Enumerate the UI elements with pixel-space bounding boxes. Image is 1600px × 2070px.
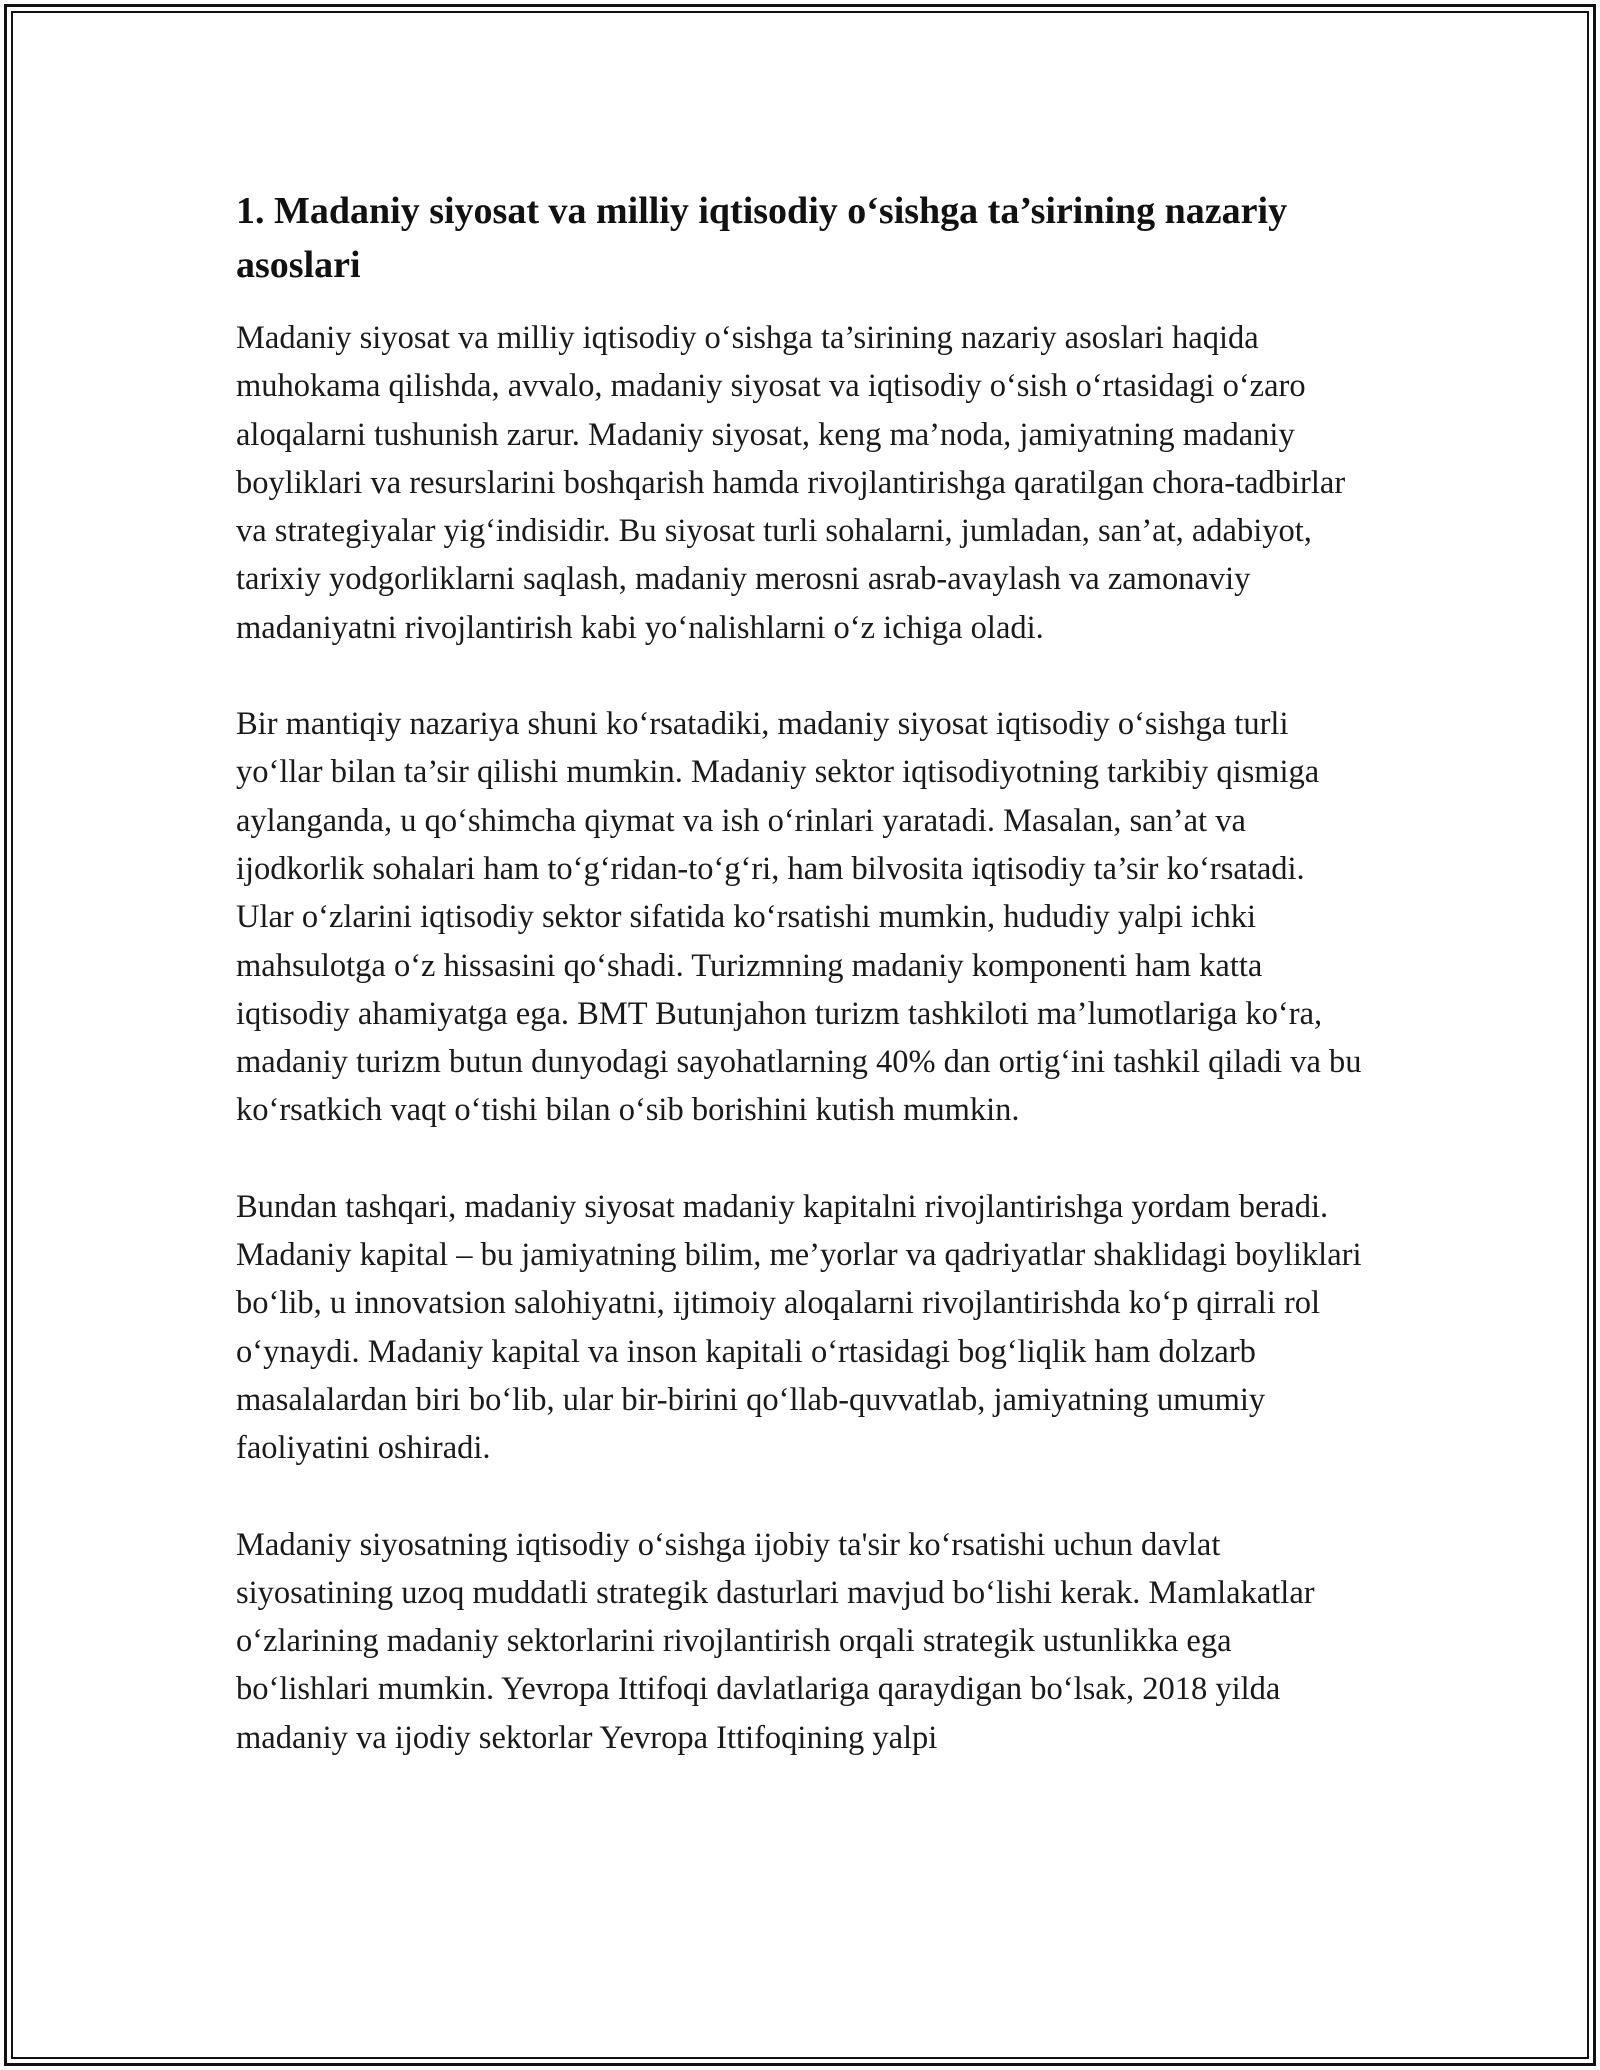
paragraph-3: Bundan tashqari, madaniy siyosat madaniy kapitalni rivojlantirishga yordam beradi. Madaniy kapital – bu jamiyatning bilim, me’yorlar va qadriyatlar shaklidagi boyliklari bo‘lib, u innovatsion salohiyatni, ijtimoiy aloqalarni rivojlantirishda ko‘p qirrali rol o‘ynaydi. Madaniy kapital va inson kapitali o‘rtasidagi bog‘liqlik ham dolzarb masalalardan biri bo‘lib, ular bir-birini qo‘llab-quvvatlab, jamiyatning umumiy faoliyatini oshiradi. — [236, 1188, 1362, 1467]
paragraph-2: Bir mantiqiy nazariya shuni ko‘rsatadiki, madaniy siyosat iqtisodiy o‘sishga turli yo‘llar bilan ta’sir qilishi mumkin. Madaniy sektor iqtisodiyotning tarkibiy qismiga aylanganda, u qo‘shimcha qiymat va ish o‘rinlari yaratadi. Masalan, san’at va ijodkorlik sohalari ham to‘g‘ridan-to‘g‘ri, ham bilvosita iqtisodiy ta’sir ko‘rsatadi. Ular o‘zlarini iqtisodiy sektor sifatida ko‘rsatishi mumkin, hududiy yalpi ichki mahsulotga o‘z hissasini qo‘shadi. Turizmning madaniy komponenti ham katta iqtisodiy ahamiyatga ega. BMT Butunjahon turizm tashkiloti ma’lumotlariga ko‘ra, madaniy turizm butun dunyodagi sayohatlarning 40% dan ortig‘ini tashkil qiladi va bu ko‘rsatkich vaqt o‘tishi bilan o‘sib borishini kutish mumkin. — [236, 706, 1362, 1129]
paragraph-4: Madaniy siyosatning iqtisodiy o‘sishga ijobiy ta'sir ko‘rsatishi uchun davlat siyosatining uzoq muddatli strategik dasturlari mavjud bo‘lishi kerak. Mamlakatlar o‘zlarining madaniy sektorlarini rivojlantirish orqali strategik ustunlikka ega bo‘lishlari mumkin. Yevropa Ittifoqi davlatlariga qaraydigan bo‘lsak, 2018 yilda madaniy va ijodiy sektorlar Yevropa Ittifoqining yalpi — [236, 1526, 1315, 1756]
section-heading: 1. Madaniy siyosat va milliy iqtisodiy o‘sishga ta’sirining nazariy asoslari — [236, 190, 1288, 286]
paragraph-1: Madaniy siyosat va milliy iqtisodiy o‘sishga ta’sirining nazariy asoslari haqida muhokama qilishda, avvalo, madaniy siyosat va iqtisodiy o‘sish o‘rtasidagi o‘zaro aloqalarni tushunish zarur. Madaniy siyosat, keng ma’noda, jamiyatning madaniy boyliklari va resurslarini boshqarish hamda rivojlantirishga qaratilgan chora-tadbirlar va strategiyalar yig‘indisidir. Bu siyosat turli sohalarni, jumladan, san’at, adabiyot, tarixiy yodgorliklarni saqlash, madaniy merosni asrab-avaylash va zamonaviy madaniyatni rivojlantirish kabi yo‘nalishlarni o‘z ichiga oladi. — [236, 320, 1346, 646]
document-body — [236, 184, 1366, 1762]
